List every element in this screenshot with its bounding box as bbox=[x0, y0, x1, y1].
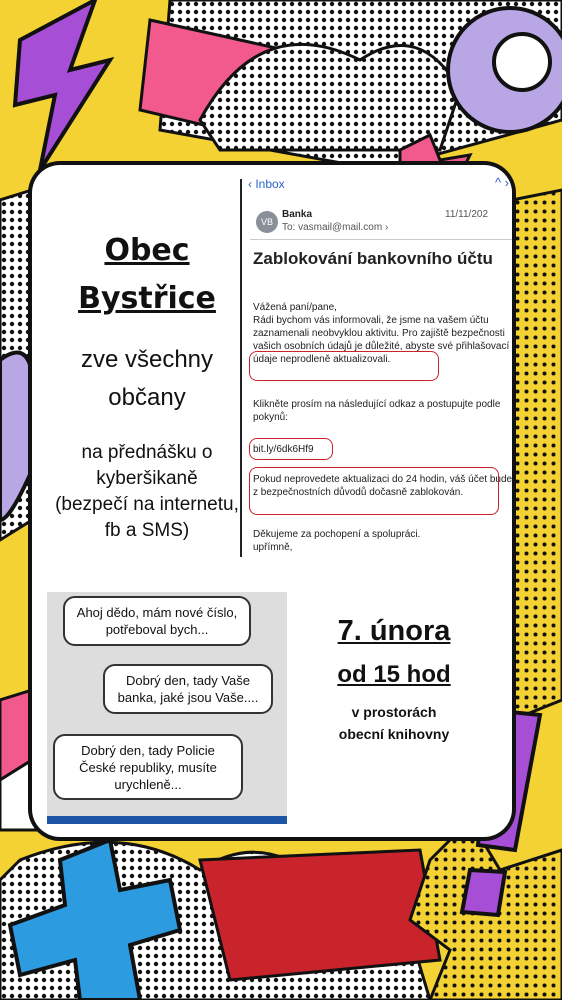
highlight-ring bbox=[249, 351, 439, 381]
phishing-link: bit.ly/6dk6Hf9 bbox=[253, 444, 314, 455]
event-place: v prostorách obecní knihovny bbox=[338, 704, 450, 742]
chat-bubble: Dobrý den, tady Policie České republiky, musíte urychleně... bbox=[53, 734, 243, 800]
event-date: 7. února bbox=[337, 615, 451, 647]
highlight-ring bbox=[249, 438, 333, 460]
chat-bubble: Ahoj dědo, mám nové číslo, potřeboval bych... bbox=[63, 596, 251, 646]
inbox-back-link: ‹ Inbox bbox=[248, 177, 285, 191]
divider bbox=[250, 239, 512, 240]
divider bbox=[240, 179, 242, 557]
email-paragraph: Děkujeme za pochopení a spolupráci. upřímně, bbox=[253, 529, 421, 553]
purple-ring-icon bbox=[448, 8, 562, 132]
nav-arrows-icon: ^ › bbox=[494, 175, 509, 190]
email-date: 11/11/202 bbox=[445, 209, 489, 220]
email-paragraph: Pokud neprovedete aktualizaci do 24 hodin, váš účet bude z bezpečnostních důvodů dočasně zablokován. bbox=[253, 474, 512, 498]
chat-bubble: Dobrý den, tady Vaše banka, jaké jsou Vaše.... bbox=[103, 664, 273, 714]
chat-bottom-bar bbox=[47, 816, 287, 824]
email-sender: Banka bbox=[282, 209, 313, 220]
village-title: Obec Bystřice bbox=[78, 233, 216, 316]
sms-screenshot bbox=[47, 592, 287, 824]
avatar: VB bbox=[256, 211, 278, 233]
email-subject: Zablokování bankovního účtu bbox=[253, 249, 493, 268]
poster-card bbox=[32, 165, 512, 837]
email-paragraph: Klikněte prosím na následující odkaz a postupujte podle pokynů: bbox=[253, 399, 501, 423]
highlight-ring bbox=[249, 467, 499, 515]
email-paragraph: Vážená paní/pane, Rádi bychom vás informovali, že jsme na vašem účtu zaznamenali neobvyklou aktivitu. Pro zajiště bezpečnosti vašich osobních údajů je důležité, abyste své přihlašovací údaje neprodleně aktualizovali. bbox=[253, 302, 510, 365]
email-recipient: To: vasmail@mail.com › bbox=[282, 222, 389, 233]
event-details bbox=[294, 611, 494, 745]
lecture-topic: na přednášku o kyberšikaně (bezpečí na internetu, fb a SMS) bbox=[55, 442, 239, 541]
invitation-text: zve všechny občany bbox=[80, 346, 214, 411]
event-time: od 15 hod bbox=[337, 661, 451, 688]
phishing-email-screenshot bbox=[245, 173, 512, 558]
